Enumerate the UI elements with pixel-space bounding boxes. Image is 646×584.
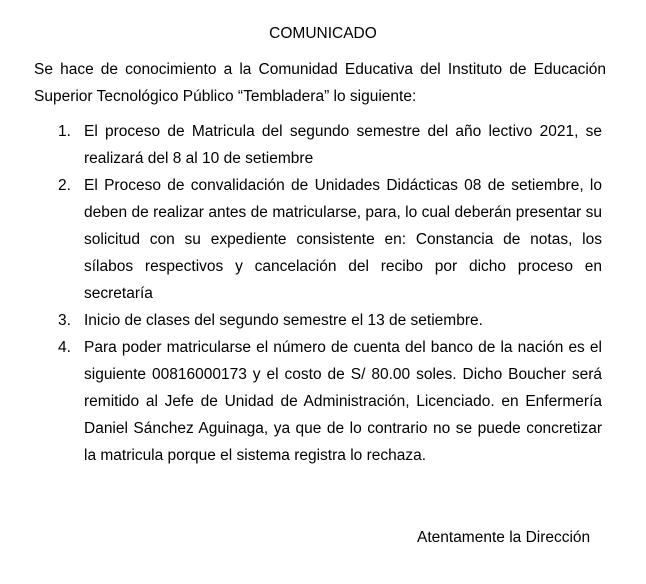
- list-item-number: 3.: [58, 312, 71, 329]
- list-item: [0, 172, 602, 307]
- signature: Atentamente la Dirección: [417, 529, 591, 546]
- numbered-list: [0, 118, 602, 469]
- list-item-number: 4.: [58, 339, 71, 356]
- list-item-text: El proceso de Matricula del segundo semestre del año lectivo 2021, se realizará del 8 al 10 de setiembre: [84, 123, 602, 167]
- list-item-text: Para poder matricularse el número de cuenta del banco de la nación es el siguiente 00816000173 y el costo de S/ 80.00 soles. Dicho Boucher será remitido al Jefe de Unidad de Administración, Licenciado. en Enfermería Daniel Sánchez Aguinaga, ya que de lo contrario no se puede concretizar la matricula porque el sistema registra lo rechaza.: [84, 339, 602, 464]
- list-item-number: 1.: [58, 123, 71, 140]
- list-item-text: El Proceso de convalidación de Unidades Didácticas 08 de setiembre, lo deben de realizar antes de matricularse, para, lo cual deberán presentar su solicitud con su expediente consistente en: Constancia de notas, los sílabos respectivos y cancelación del recibo por dicho proceso en secretaría: [84, 177, 602, 302]
- list-item-text: Inicio de clases del segundo semestre el 13 de setiembre.: [84, 312, 483, 329]
- document-title: COMUNICADO: [269, 25, 377, 42]
- intro-paragraph: Se hace de conocimiento a la Comunidad Educativa del Instituto de Educación Superior Tecnológico Público “Tembladera” lo siguiente:: [34, 61, 606, 105]
- list-item: [0, 334, 602, 469]
- list-item-number: 2.: [58, 177, 71, 194]
- list-item: [0, 118, 602, 172]
- list-item: [0, 307, 602, 334]
